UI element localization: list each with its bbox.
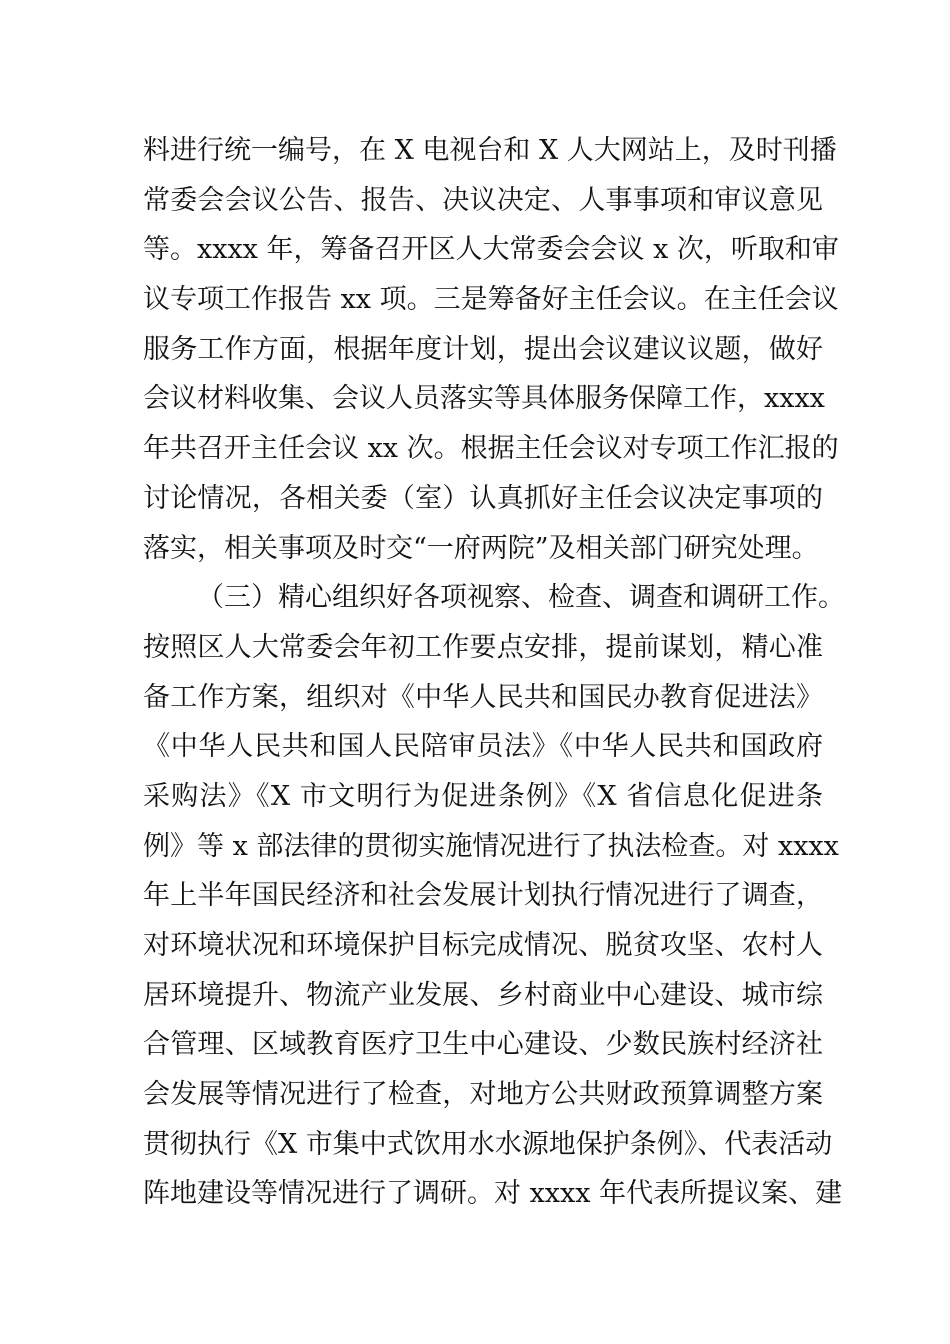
text-line: 会发展等情况进行了检查，对地方公共财政预算调整方案 (143, 1079, 823, 1111)
text-line: 按照区人大常委会年初工作要点安排，提前谋划，精心准 (143, 631, 823, 663)
text-line: 阵地建设等情况进行了调研。对 xxxx 年代表所提议案、建 (143, 1178, 843, 1210)
text-line: 例》等 x 部法律的贯彻实施情况进行了执法检查。对 xxxx (143, 830, 839, 862)
text-line: 会议材料收集、会议人员落实等具体服务保障工作，xxxx (143, 383, 825, 415)
text-line: 《中华人民共和国人民陪审员法》《中华人民共和国政府 (143, 731, 823, 763)
text-line: 年共召开主任会议 xx 次。根据主任会议对专项工作汇报的 (143, 433, 839, 465)
text-line: 讨论情况，各相关委（室）认真抓好主任会议决定事项的 (143, 482, 823, 514)
text-line: 采购法》《X 市文明行为促进条例》《X 省信息化促进条 (143, 780, 823, 812)
text-line: 等。xxxx 年，筹备召开区人大常委会会议 x 次，听取和审 (143, 234, 839, 266)
text-line: 合管理、区域教育医疗卫生中心建设、少数民族村经济社 (143, 1029, 823, 1061)
text-line: 常委会会议公告、报告、决议决定、人事事项和审议意见 (143, 184, 823, 216)
section-heading-line: （三）精心组织好各项视察、检查、调查和调研工作。 (197, 582, 845, 614)
text-line: 对环境状况和环境保护目标完成情况、脱贫攻坚、农村人 (143, 930, 823, 961)
text-line: 年上半年国民经济和社会发展计划执行情况进行了调查， (143, 880, 823, 912)
text-line: 备工作方案，组织对《中华人民共和国民办教育促进法》 (143, 681, 823, 713)
text-line: 贯彻执行《X 市集中式饮用水水源地保护条例》、代表活动 (143, 1128, 833, 1160)
text-line: 居环境提升、物流产业发展、乡村商业中心建设、城市综 (143, 979, 823, 1011)
text-line: 料进行统一编号，在 X 电视台和 X 人大网站上，及时刊播 (143, 135, 837, 166)
body-text (143, 126, 845, 1219)
text-line: 议专项工作报告 xx 项。三是筹备好主任会议。在主任会议 (143, 284, 839, 316)
text-line: 服务工作方面，根据年度计划，提出会议建议议题，做好 (143, 333, 823, 365)
text-line: 落实，相关事项及时交“一府两院”及相关部门研究处理。 (143, 532, 819, 564)
